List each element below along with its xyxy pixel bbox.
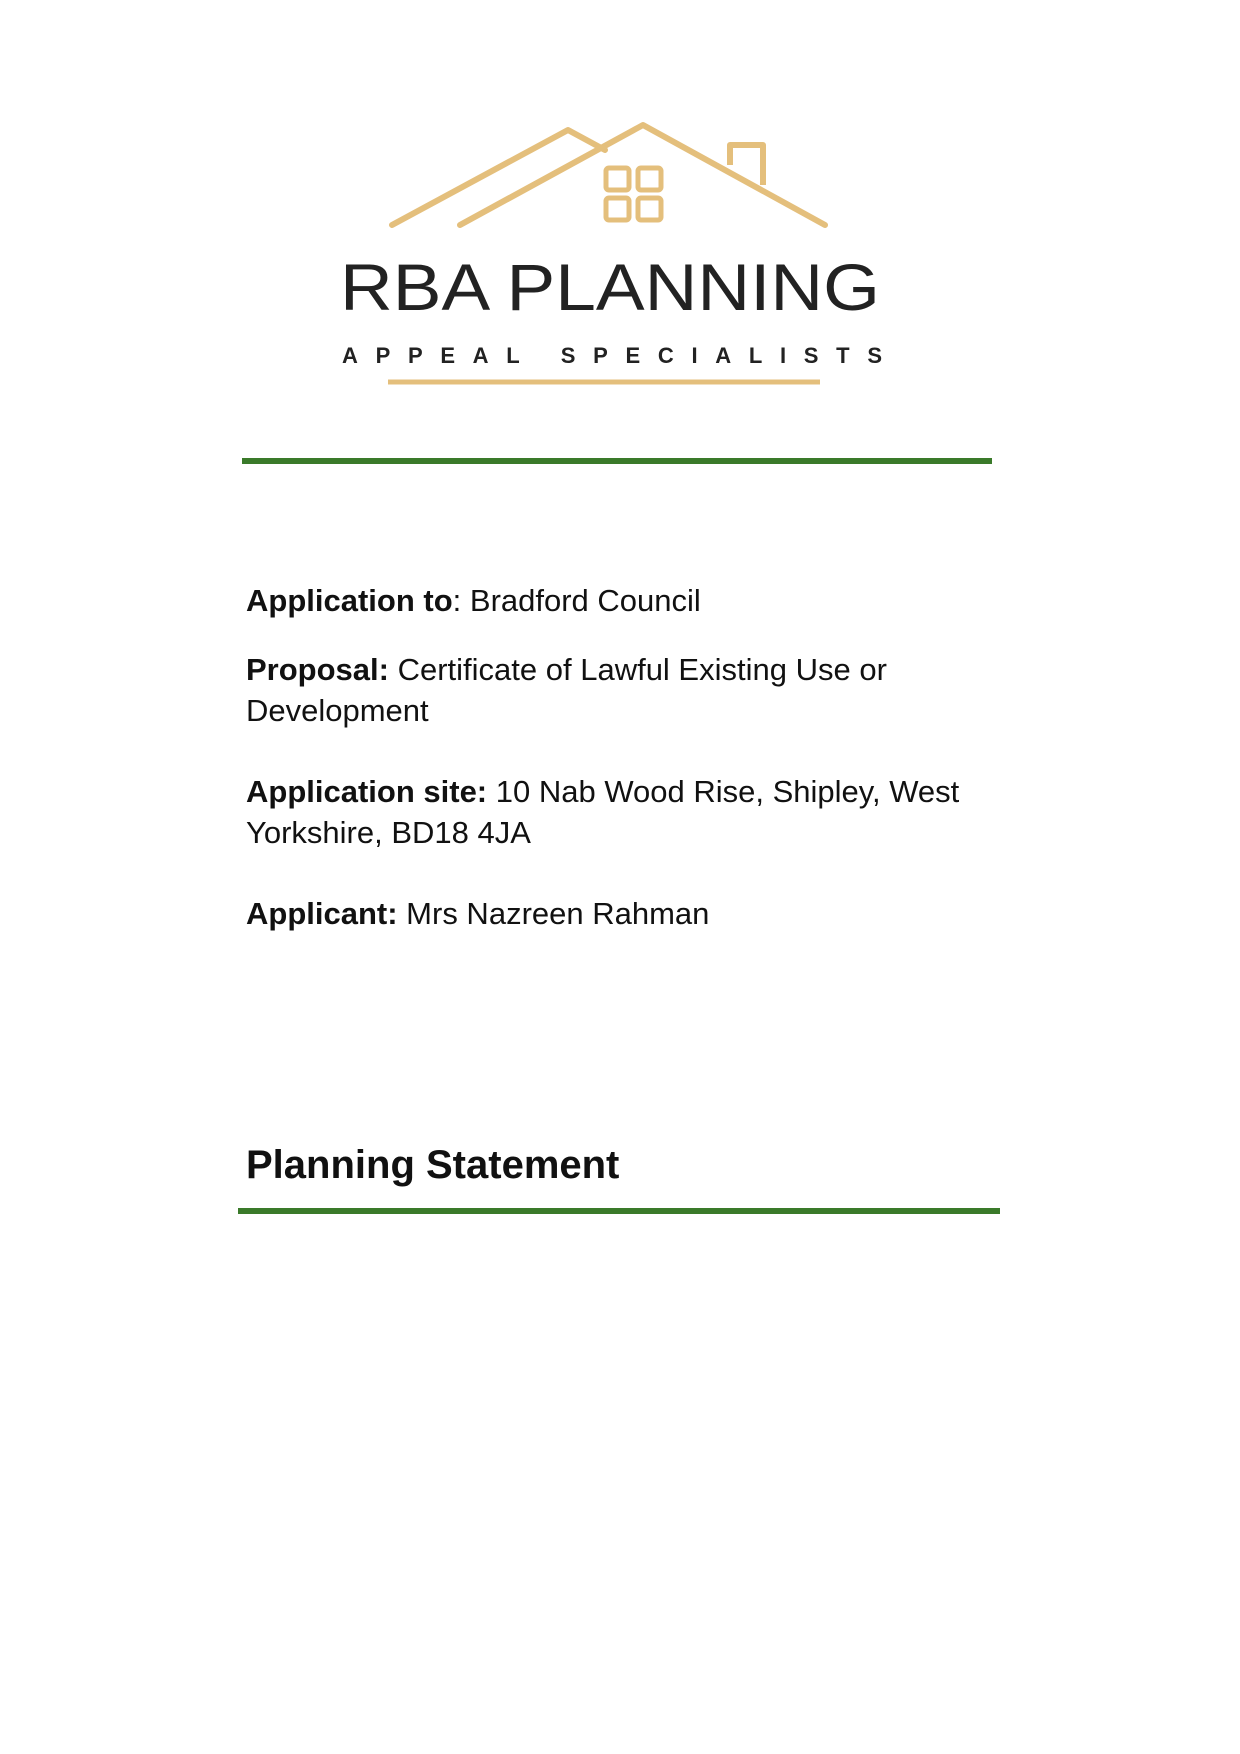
company-logo xyxy=(320,110,920,400)
field-value: Mrs Nazreen Rahman xyxy=(397,896,710,931)
field-separator: : xyxy=(452,583,462,618)
field-proposal xyxy=(246,649,1006,731)
field-label: Application to xyxy=(246,583,453,618)
field-application-site xyxy=(246,771,1006,853)
bottom-divider xyxy=(238,1208,1000,1214)
field-label: Applicant: xyxy=(246,896,398,931)
field-value: Bradford Council xyxy=(461,583,701,618)
house-roof-icon xyxy=(320,110,920,400)
field-label: Proposal: xyxy=(246,652,389,687)
field-value: Certificate of Lawful Existing Use or Development xyxy=(246,652,887,728)
document-title: Planning Statement xyxy=(246,1143,620,1187)
field-value: 10 Nab Wood Rise, Shipley, West Yorkshire, BD18 4JA xyxy=(246,774,960,850)
field-applicant xyxy=(246,893,1006,934)
brand-name: RBA PLANNING xyxy=(340,250,880,324)
field-label: Application site: xyxy=(246,774,488,809)
top-divider xyxy=(242,458,992,464)
brand-tagline: APPEAL SPECIALISTS xyxy=(342,343,882,368)
field-application-to xyxy=(246,580,1006,621)
